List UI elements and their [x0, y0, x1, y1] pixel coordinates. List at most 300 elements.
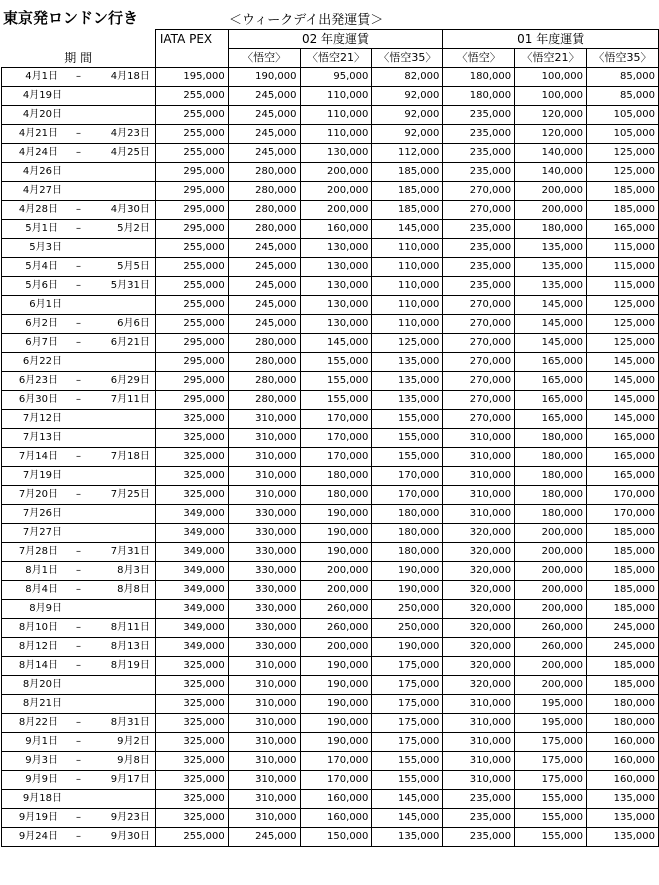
period-from: 7月12日 — [22, 413, 62, 424]
fare-cell-goku-02: 310,000 — [228, 448, 300, 467]
fare-cell-goku35-02: 155,000 — [372, 448, 443, 467]
fare-cell-goku21-01: 145,000 — [515, 334, 587, 353]
fare-cell-goku21-02: 160,000 — [300, 790, 372, 809]
period-cell — [2, 163, 156, 182]
fare-cell-goku-02: 310,000 — [228, 695, 300, 714]
period-to: 8月31日 — [110, 717, 150, 728]
period-header-top — [2, 30, 156, 49]
period-from: 6月23日 — [18, 375, 58, 386]
fare-cell-goku21-01: 175,000 — [515, 733, 587, 752]
period-to: 6月6日 — [117, 318, 150, 329]
fare-cell-iata-pex: 325,000 — [155, 486, 228, 505]
fare-cell-goku-01: 310,000 — [443, 486, 515, 505]
fare-cell-goku21-02: 190,000 — [300, 676, 372, 695]
period-dash: – — [76, 812, 81, 823]
period-cell — [2, 201, 156, 220]
period-cell — [2, 676, 156, 695]
period-from: 6月22日 — [22, 356, 62, 367]
fare-cell-goku-02: 330,000 — [228, 638, 300, 657]
fare-cell-goku-01: 320,000 — [443, 600, 515, 619]
header-row-columns — [2, 49, 659, 68]
fare-cell-iata-pex: 325,000 — [155, 467, 228, 486]
fare-cell-iata-pex: 325,000 — [155, 733, 228, 752]
fare-cell-goku-02: 310,000 — [228, 486, 300, 505]
fare-cell-goku35-01: 165,000 — [587, 220, 659, 239]
fare-cell-goku35-02: 135,000 — [372, 828, 443, 847]
fare-cell-goku-01: 320,000 — [443, 619, 515, 638]
fare-cell-goku-02: 280,000 — [228, 334, 300, 353]
period-cell — [2, 410, 156, 429]
fare-cell-iata-pex: 295,000 — [155, 220, 228, 239]
fare-cell-goku35-02: 92,000 — [372, 106, 443, 125]
period-to: 9月23日 — [110, 812, 150, 823]
fare-cell-goku21-02: 170,000 — [300, 429, 372, 448]
fare-cell-goku-02: 330,000 — [228, 619, 300, 638]
fare-cell-goku-02: 310,000 — [228, 657, 300, 676]
table-row — [2, 125, 659, 144]
period-cell — [2, 467, 156, 486]
period-cell — [2, 790, 156, 809]
fare-cell-goku35-02: 180,000 — [372, 524, 443, 543]
fare-cell-goku21-02: 130,000 — [300, 258, 372, 277]
table-row — [2, 467, 659, 486]
period-cell — [2, 695, 156, 714]
period-dash: – — [76, 318, 81, 329]
fare-cell-goku21-02: 260,000 — [300, 619, 372, 638]
fare-cell-goku21-01: 180,000 — [515, 220, 587, 239]
period-from: 8月14日 — [18, 660, 58, 671]
fare-cell-goku-02: 280,000 — [228, 163, 300, 182]
period-to: 7月25日 — [110, 489, 150, 500]
fare-cell-goku-01: 320,000 — [443, 676, 515, 695]
period-cell — [2, 334, 156, 353]
fare-cell-goku21-01: 165,000 — [515, 391, 587, 410]
period-cell — [2, 714, 156, 733]
period-to: 8月3日 — [117, 565, 150, 576]
period-from: 8月9日 — [29, 603, 62, 614]
fare-cell-goku35-02: 250,000 — [372, 619, 443, 638]
fare-cell-iata-pex: 255,000 — [155, 296, 228, 315]
fare-cell-iata-pex: 349,000 — [155, 562, 228, 581]
period-cell — [2, 106, 156, 125]
fare-cell-goku21-02: 160,000 — [300, 220, 372, 239]
fare-cell-goku-01: 310,000 — [443, 695, 515, 714]
fare-cell-goku-01: 235,000 — [443, 258, 515, 277]
fare-cell-goku21-01: 200,000 — [515, 600, 587, 619]
fare-cell-goku35-02: 125,000 — [372, 334, 443, 353]
fare-cell-goku21-02: 110,000 — [300, 125, 372, 144]
fare-cell-goku-02: 245,000 — [228, 239, 300, 258]
fare-cell-goku21-02: 130,000 — [300, 315, 372, 334]
period-from: 9月24日 — [18, 831, 58, 842]
fare-cell-goku35-02: 190,000 — [372, 638, 443, 657]
fare-cell-goku-01: 270,000 — [443, 296, 515, 315]
table-row — [2, 201, 659, 220]
fare-cell-iata-pex: 325,000 — [155, 657, 228, 676]
fare-cell-goku35-01: 125,000 — [587, 296, 659, 315]
fare-cell-goku-02: 280,000 — [228, 220, 300, 239]
fare-cell-goku-02: 280,000 — [228, 201, 300, 220]
period-dash: – — [76, 755, 81, 766]
period-from: 7月19日 — [22, 470, 62, 481]
period-to: 7月18日 — [110, 451, 150, 462]
fare-cell-iata-pex: 325,000 — [155, 790, 228, 809]
period-dash: – — [76, 71, 81, 82]
period-cell — [2, 752, 156, 771]
fare-cell-goku35-02: 92,000 — [372, 125, 443, 144]
fare-cell-goku21-01: 165,000 — [515, 410, 587, 429]
fare-cell-goku21-02: 200,000 — [300, 201, 372, 220]
period-cell — [2, 828, 156, 847]
period-cell — [2, 258, 156, 277]
table-row — [2, 258, 659, 277]
fare-cell-goku35-02: 112,000 — [372, 144, 443, 163]
fare-cell-iata-pex: 295,000 — [155, 334, 228, 353]
period-cell — [2, 600, 156, 619]
fare-cell-goku-01: 235,000 — [443, 239, 515, 258]
period-from: 4月20日 — [22, 109, 62, 120]
table-row — [2, 353, 659, 372]
fare-cell-goku-01: 320,000 — [443, 562, 515, 581]
fy02-fares-header: 02 年度運賃 — [228, 30, 443, 49]
fare-cell-goku-02: 245,000 — [228, 106, 300, 125]
fare-cell-iata-pex: 349,000 — [155, 600, 228, 619]
col-header-goku35-01: 〈悟空35〉 — [587, 49, 659, 68]
period-dash: – — [76, 204, 81, 215]
period-from: 9月19日 — [18, 812, 58, 823]
fare-cell-goku21-02: 170,000 — [300, 771, 372, 790]
fare-cell-goku35-01: 170,000 — [587, 486, 659, 505]
fare-cell-goku-01: 235,000 — [443, 163, 515, 182]
fare-cell-iata-pex: 295,000 — [155, 201, 228, 220]
fare-cell-goku35-02: 190,000 — [372, 562, 443, 581]
fare-cell-goku21-02: 95,000 — [300, 68, 372, 87]
fare-cell-goku35-01: 115,000 — [587, 277, 659, 296]
fare-cell-goku21-02: 150,000 — [300, 828, 372, 847]
fare-cell-goku35-01: 85,000 — [587, 68, 659, 87]
fare-cell-goku35-02: 155,000 — [372, 771, 443, 790]
period-dash: – — [76, 394, 81, 405]
table-row — [2, 144, 659, 163]
period-from: 7月28日 — [18, 546, 58, 557]
period-dash: – — [76, 280, 81, 291]
fare-cell-goku-01: 320,000 — [443, 638, 515, 657]
fare-cell-goku21-02: 170,000 — [300, 448, 372, 467]
fare-cell-iata-pex: 295,000 — [155, 182, 228, 201]
period-to: 4月18日 — [110, 71, 150, 82]
fare-cell-goku21-02: 180,000 — [300, 486, 372, 505]
fare-cell-goku35-01: 185,000 — [587, 562, 659, 581]
period-dash: – — [76, 774, 81, 785]
period-dash: – — [76, 223, 81, 234]
fare-cell-goku35-01: 135,000 — [587, 809, 659, 828]
fare-cell-goku35-01: 185,000 — [587, 657, 659, 676]
fare-cell-goku-02: 310,000 — [228, 809, 300, 828]
fare-cell-goku-02: 310,000 — [228, 752, 300, 771]
fare-cell-goku35-01: 85,000 — [587, 87, 659, 106]
period-cell — [2, 68, 156, 87]
fare-cell-goku35-01: 105,000 — [587, 106, 659, 125]
fare-cell-goku-01: 310,000 — [443, 505, 515, 524]
fare-cell-goku-01: 310,000 — [443, 448, 515, 467]
period-to: 8月8日 — [117, 584, 150, 595]
period-header: 期 間 — [2, 49, 156, 68]
fare-cell-goku21-02: 190,000 — [300, 695, 372, 714]
fare-cell-goku-01: 270,000 — [443, 315, 515, 334]
fare-cell-goku-02: 310,000 — [228, 771, 300, 790]
period-cell — [2, 619, 156, 638]
fare-cell-goku35-01: 245,000 — [587, 638, 659, 657]
period-cell — [2, 429, 156, 448]
fare-cell-goku35-02: 145,000 — [372, 790, 443, 809]
fare-cell-goku-01: 270,000 — [443, 353, 515, 372]
fare-cell-goku21-02: 130,000 — [300, 144, 372, 163]
table-row — [2, 581, 659, 600]
fare-cell-goku35-02: 180,000 — [372, 505, 443, 524]
fare-cell-goku21-02: 160,000 — [300, 809, 372, 828]
fare-cell-iata-pex: 255,000 — [155, 277, 228, 296]
table-row — [2, 239, 659, 258]
fare-cell-goku21-02: 190,000 — [300, 524, 372, 543]
period-from: 9月9日 — [25, 774, 58, 785]
fare-cell-goku-01: 270,000 — [443, 201, 515, 220]
fare-cell-iata-pex: 325,000 — [155, 676, 228, 695]
table-row — [2, 277, 659, 296]
fare-cell-goku21-02: 200,000 — [300, 163, 372, 182]
fare-cell-goku21-01: 200,000 — [515, 562, 587, 581]
fare-cell-goku35-02: 175,000 — [372, 657, 443, 676]
period-dash: – — [76, 489, 81, 500]
fare-cell-goku35-01: 165,000 — [587, 467, 659, 486]
period-cell — [2, 239, 156, 258]
fare-cell-goku21-02: 180,000 — [300, 467, 372, 486]
fare-cell-goku-01: 310,000 — [443, 429, 515, 448]
period-to: 9月30日 — [110, 831, 150, 842]
col-header-goku21-02: 〈悟空21〉 — [300, 49, 372, 68]
fare-cell-goku35-01: 185,000 — [587, 524, 659, 543]
fare-cell-goku21-02: 200,000 — [300, 182, 372, 201]
period-from: 7月14日 — [18, 451, 58, 462]
fare-cell-goku21-01: 145,000 — [515, 315, 587, 334]
fare-cell-goku35-01: 185,000 — [587, 543, 659, 562]
table-row — [2, 505, 659, 524]
fare-cell-goku35-01: 135,000 — [587, 790, 659, 809]
fare-cell-goku-01: 180,000 — [443, 87, 515, 106]
fare-cell-goku-01: 320,000 — [443, 543, 515, 562]
fare-cell-goku-02: 280,000 — [228, 391, 300, 410]
fare-cell-goku35-02: 135,000 — [372, 391, 443, 410]
fare-cell-goku-02: 245,000 — [228, 296, 300, 315]
period-to: 4月30日 — [110, 204, 150, 215]
fare-cell-iata-pex: 295,000 — [155, 353, 228, 372]
table-row — [2, 809, 659, 828]
fare-cell-goku35-01: 185,000 — [587, 182, 659, 201]
fare-cell-goku21-01: 195,000 — [515, 695, 587, 714]
fare-cell-goku35-01: 115,000 — [587, 239, 659, 258]
fare-cell-iata-pex: 255,000 — [155, 315, 228, 334]
fare-cell-goku35-02: 175,000 — [372, 676, 443, 695]
table-row — [2, 106, 659, 125]
fare-cell-goku21-01: 175,000 — [515, 752, 587, 771]
fare-cell-goku21-01: 260,000 — [515, 619, 587, 638]
table-row — [2, 220, 659, 239]
fare-cell-goku21-01: 200,000 — [515, 543, 587, 562]
fare-cell-goku35-02: 82,000 — [372, 68, 443, 87]
fare-cell-goku35-01: 165,000 — [587, 429, 659, 448]
fare-cell-iata-pex: 255,000 — [155, 125, 228, 144]
fare-cell-iata-pex: 195,000 — [155, 68, 228, 87]
fare-cell-goku-02: 310,000 — [228, 714, 300, 733]
fare-cell-goku35-01: 185,000 — [587, 581, 659, 600]
period-from: 5月3日 — [29, 242, 62, 253]
period-to: 5月31日 — [110, 280, 150, 291]
table-row — [2, 600, 659, 619]
fare-cell-goku35-01: 185,000 — [587, 676, 659, 695]
fare-cell-goku21-02: 170,000 — [300, 752, 372, 771]
fare-table — [1, 29, 659, 847]
fare-cell-goku35-02: 155,000 — [372, 429, 443, 448]
fare-cell-iata-pex: 295,000 — [155, 372, 228, 391]
fare-cell-goku35-02: 180,000 — [372, 543, 443, 562]
period-from: 5月4日 — [25, 261, 58, 272]
period-cell — [2, 277, 156, 296]
fare-cell-goku-02: 245,000 — [228, 87, 300, 106]
fare-cell-goku35-01: 125,000 — [587, 144, 659, 163]
fare-cell-goku35-01: 185,000 — [587, 201, 659, 220]
period-to: 9月2日 — [117, 736, 150, 747]
period-from: 7月13日 — [22, 432, 62, 443]
table-row — [2, 334, 659, 353]
period-from: 5月1日 — [25, 223, 58, 234]
fare-cell-iata-pex: 325,000 — [155, 410, 228, 429]
table-row — [2, 524, 659, 543]
fare-cell-iata-pex: 255,000 — [155, 106, 228, 125]
fare-cell-goku21-02: 130,000 — [300, 277, 372, 296]
table-row — [2, 657, 659, 676]
fare-cell-goku21-01: 200,000 — [515, 657, 587, 676]
fare-cell-goku-01: 310,000 — [443, 752, 515, 771]
fare-cell-goku-01: 270,000 — [443, 391, 515, 410]
fare-cell-goku35-01: 180,000 — [587, 714, 659, 733]
fare-cell-goku35-02: 92,000 — [372, 87, 443, 106]
period-cell — [2, 87, 156, 106]
fare-cell-goku21-01: 195,000 — [515, 714, 587, 733]
table-row — [2, 562, 659, 581]
period-from: 4月21日 — [18, 128, 58, 139]
period-from: 8月20日 — [22, 679, 62, 690]
fare-cell-goku35-02: 190,000 — [372, 581, 443, 600]
period-cell — [2, 486, 156, 505]
period-from: 7月26日 — [22, 508, 62, 519]
fare-cell-goku35-01: 145,000 — [587, 391, 659, 410]
period-cell — [2, 562, 156, 581]
fare-cell-iata-pex: 349,000 — [155, 543, 228, 562]
fare-cell-goku35-01: 245,000 — [587, 619, 659, 638]
period-from: 7月27日 — [22, 527, 62, 538]
fare-cell-goku-02: 310,000 — [228, 790, 300, 809]
fare-cell-goku21-01: 155,000 — [515, 828, 587, 847]
col-header-goku35-02: 〈悟空35〉 — [372, 49, 443, 68]
fare-cell-goku21-01: 260,000 — [515, 638, 587, 657]
period-from: 4月28日 — [18, 204, 58, 215]
fare-cell-goku35-02: 135,000 — [372, 353, 443, 372]
table-row — [2, 410, 659, 429]
fare-cell-goku35-02: 110,000 — [372, 239, 443, 258]
col-header-goku-01: 〈悟空〉 — [443, 49, 515, 68]
fare-cell-goku21-01: 120,000 — [515, 106, 587, 125]
fare-cell-goku21-01: 175,000 — [515, 771, 587, 790]
fare-cell-goku21-01: 180,000 — [515, 486, 587, 505]
iata-pex-header: IATA PEX — [155, 30, 228, 68]
period-to: 5月2日 — [117, 223, 150, 234]
fare-cell-goku-01: 320,000 — [443, 581, 515, 600]
fare-cell-goku21-01: 180,000 — [515, 505, 587, 524]
table-row — [2, 182, 659, 201]
period-dash: – — [76, 261, 81, 272]
fare-cell-goku21-01: 165,000 — [515, 353, 587, 372]
fare-cell-goku21-01: 165,000 — [515, 372, 587, 391]
table-row — [2, 543, 659, 562]
fare-cell-goku21-02: 190,000 — [300, 505, 372, 524]
fare-cell-goku21-02: 130,000 — [300, 239, 372, 258]
period-from: 8月10日 — [18, 622, 58, 633]
fare-cell-goku-02: 245,000 — [228, 125, 300, 144]
period-to: 4月23日 — [110, 128, 150, 139]
fare-cell-iata-pex: 255,000 — [155, 144, 228, 163]
fare-cell-goku-02: 310,000 — [228, 733, 300, 752]
table-row — [2, 695, 659, 714]
fare-cell-goku21-02: 260,000 — [300, 600, 372, 619]
period-dash: – — [76, 375, 81, 386]
period-dash: – — [76, 546, 81, 557]
fare-cell-goku-01: 235,000 — [443, 106, 515, 125]
fare-cell-goku21-01: 200,000 — [515, 581, 587, 600]
fare-cell-goku35-02: 250,000 — [372, 600, 443, 619]
fare-cell-goku21-02: 200,000 — [300, 562, 372, 581]
fare-cell-iata-pex: 255,000 — [155, 239, 228, 258]
col-header-goku21-01: 〈悟空21〉 — [515, 49, 587, 68]
period-from: 8月4日 — [25, 584, 58, 595]
period-to: 4月25日 — [110, 147, 150, 158]
fare-cell-goku21-02: 155,000 — [300, 353, 372, 372]
fare-cell-iata-pex: 349,000 — [155, 638, 228, 657]
fare-cell-goku-01: 235,000 — [443, 828, 515, 847]
fare-cell-goku-02: 245,000 — [228, 258, 300, 277]
fare-cell-goku35-02: 110,000 — [372, 315, 443, 334]
fare-cell-goku-01: 320,000 — [443, 524, 515, 543]
fare-cell-goku-01: 310,000 — [443, 467, 515, 486]
fare-cell-goku35-02: 145,000 — [372, 220, 443, 239]
fare-cell-goku35-01: 125,000 — [587, 163, 659, 182]
period-from: 4月1日 — [25, 71, 58, 82]
fare-cell-goku-01: 310,000 — [443, 714, 515, 733]
period-dash: – — [76, 451, 81, 462]
fare-cell-goku-01: 270,000 — [443, 182, 515, 201]
period-cell — [2, 505, 156, 524]
period-cell — [2, 543, 156, 562]
table-row — [2, 372, 659, 391]
page-subtitle: ＜ウィークデイ出発運賃＞ — [229, 13, 384, 28]
fare-cell-goku35-02: 185,000 — [372, 163, 443, 182]
fare-cell-goku21-01: 140,000 — [515, 144, 587, 163]
period-from: 9月3日 — [25, 755, 58, 766]
table-row — [2, 733, 659, 752]
period-cell — [2, 581, 156, 600]
fare-cell-goku-02: 330,000 — [228, 600, 300, 619]
period-to: 9月8日 — [117, 755, 150, 766]
fare-cell-goku21-01: 135,000 — [515, 277, 587, 296]
period-dash: – — [76, 128, 81, 139]
